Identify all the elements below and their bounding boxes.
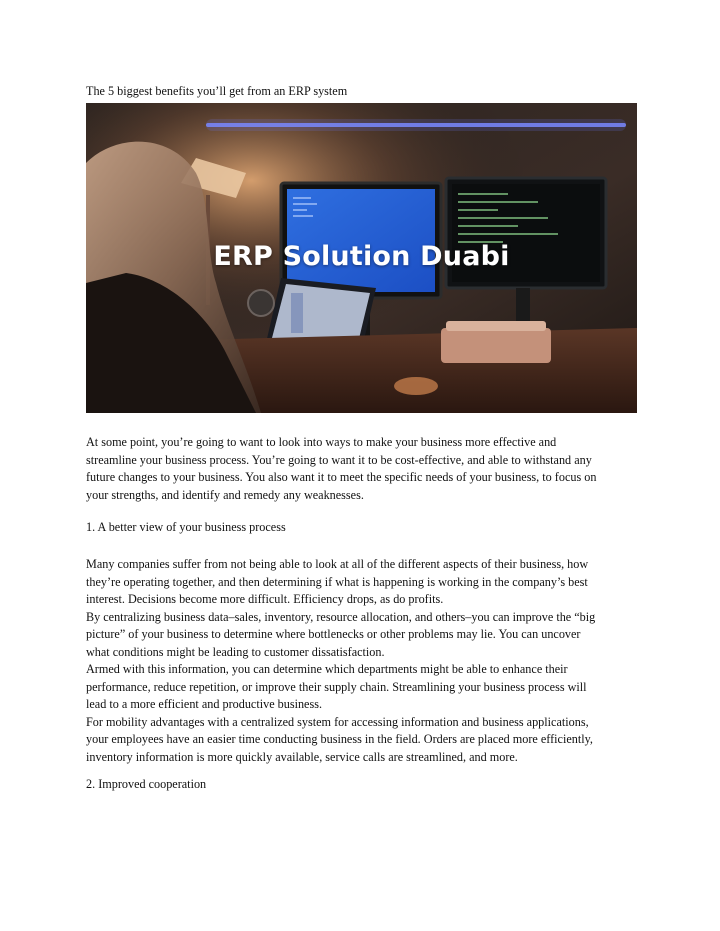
section1-line: Armed with this information, you can determine which departments might be able to enhance their	[86, 662, 568, 676]
intro-line: your strengths, and identify and remedy any weaknesses.	[86, 487, 364, 502]
section1-heading: 1. A better view of your business process	[86, 520, 286, 534]
section1-line: they’re operating together, and then determining if what is happening is working in the company’s best	[86, 574, 588, 589]
hero-image	[86, 103, 637, 413]
mouse	[394, 377, 438, 395]
intro-line: At some point, you’re going to want to look into ways to make your business more effective and	[86, 435, 557, 449]
section1-line: Many companies suffer from not being able to look at all of the different aspects of their business, how	[86, 557, 589, 571]
section1-line: lead to a more efficient and productive business.	[86, 697, 323, 711]
section1-line: By centralizing business data–sales, inventory, resource allocation, and others–you can improve the “big	[86, 609, 596, 624]
section1-line: For mobility advantages with a centralized system for accessing information and business applications,	[86, 714, 589, 729]
section1-line: picture” of your business to determine where bottlenecks or other problems may lie. You can uncover	[86, 627, 581, 641]
speaker	[248, 290, 274, 316]
section1-line: inventory information is more quickly available, service calls are streamlined, and more.	[86, 749, 518, 764]
section1-paragraph	[86, 556, 646, 766]
section1-line: performance, reduce repetition, or improve their supply chain. Streamlining your business process will	[86, 679, 587, 694]
section1-line: your employees have an easier time conducting business in the field. Orders are placed more efficiently,	[86, 732, 593, 746]
intro-line: streamline your business process. You’re going to want it to be cost-effective, and able to withstand any	[86, 452, 592, 467]
intro-paragraph	[86, 434, 646, 504]
hero-caption: ERP Solution Duabi	[213, 241, 510, 272]
section1-line: what conditions might be leading to customer dissatisfaction.	[86, 644, 385, 659]
section2-heading: 2. Improved cooperation	[86, 777, 207, 791]
document-title: The 5 biggest benefits you’ll get from an ERP system	[86, 84, 348, 98]
section1-line: interest. Decisions become more difficult. Efficiency drops, as do profits.	[86, 592, 444, 606]
book-stack	[441, 328, 551, 363]
intro-line: future changes to your business. You also want it to meet the specific needs of your business, to focus on	[86, 470, 597, 484]
